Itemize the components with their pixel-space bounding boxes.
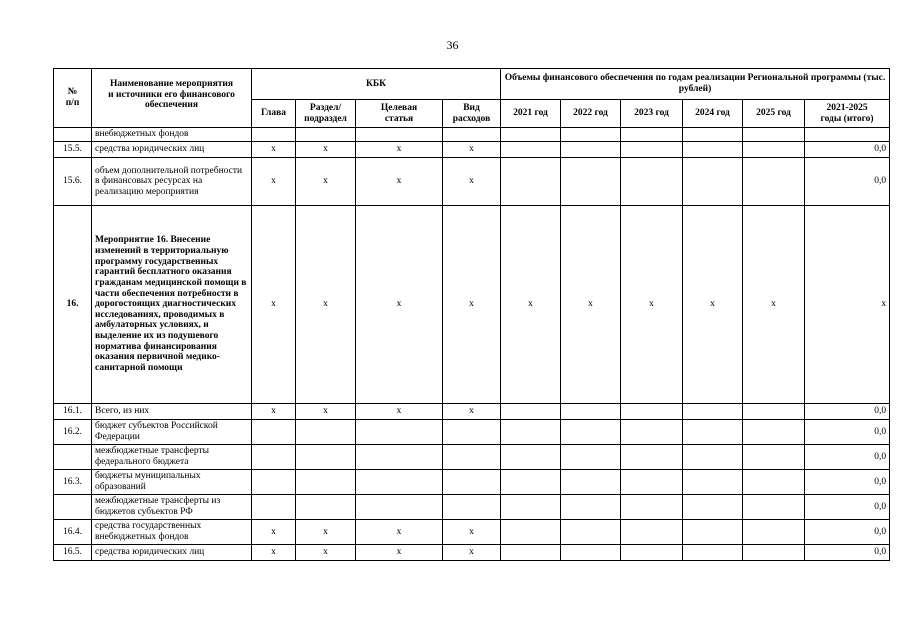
cell-vid <box>443 495 501 520</box>
cell-y2025: х <box>743 206 805 404</box>
cell-y2023 <box>621 404 683 420</box>
table-row <box>54 128 890 142</box>
cell-celevaya <box>356 420 443 445</box>
cell-num: 15.5. <box>54 142 92 158</box>
cell-razdel <box>296 495 356 520</box>
cell-razdel: х <box>296 545 356 561</box>
header-2023: 2023 год <box>621 100 683 128</box>
cell-y2024 <box>683 470 743 495</box>
table-row <box>54 445 890 470</box>
cell-glava <box>252 420 296 445</box>
cell-celevaya <box>356 445 443 470</box>
cell-glava <box>252 128 296 142</box>
cell-y2022 <box>561 158 621 206</box>
cell-name: Всего, из них <box>92 404 252 420</box>
cell-y2025 <box>743 142 805 158</box>
cell-celevaya: х <box>356 404 443 420</box>
cell-vid: х <box>443 158 501 206</box>
cell-y2022: х <box>561 206 621 404</box>
cell-total: 0,0 <box>805 420 890 445</box>
cell-name: средства юридических лиц <box>92 545 252 561</box>
cell-total: 0,0 <box>805 445 890 470</box>
cell-name: межбюджетные трансферты федерального бюджета <box>92 445 252 470</box>
header-celevaya: Целевая статья <box>356 100 443 128</box>
table-row <box>54 404 890 420</box>
header-2022: 2022 год <box>561 100 621 128</box>
table-row <box>54 520 890 545</box>
cell-celevaya: х <box>356 142 443 158</box>
cell-celevaya: х <box>356 206 443 404</box>
cell-num: 16.5. <box>54 545 92 561</box>
cell-y2022 <box>561 545 621 561</box>
header-total: 2021-2025 годы (итого) <box>805 100 890 128</box>
cell-y2021 <box>501 470 561 495</box>
cell-y2022 <box>561 495 621 520</box>
cell-total: 0,0 <box>805 404 890 420</box>
cell-y2024 <box>683 158 743 206</box>
cell-y2024: х <box>683 206 743 404</box>
cell-total: 0,0 <box>805 158 890 206</box>
cell-razdel: х <box>296 206 356 404</box>
header-razdel: Раздел/ подраздел <box>296 100 356 128</box>
cell-y2025 <box>743 470 805 495</box>
cell-y2022 <box>561 128 621 142</box>
cell-y2025 <box>743 128 805 142</box>
cell-name: Мероприятие 16. Внесение изменений в территориальную программу государственных гарантий бесплатного оказания гражданам медицинской помощи в части обеспечения потребности в дорогостоящих диагностических исследованиях, проводимых в амбулаторных условиях, и выделение их из подушевого норматива финансирования оказания первичной медико-санитарной помощи <box>92 206 252 404</box>
cell-name: бюджеты муниципальных образований <box>92 470 252 495</box>
cell-name: средства государственных внебюджетных фондов <box>92 520 252 545</box>
cell-name: средства юридических лиц <box>92 142 252 158</box>
cell-num <box>54 495 92 520</box>
header-num: № п/п <box>54 69 92 128</box>
cell-num <box>54 445 92 470</box>
cell-num <box>54 128 92 142</box>
cell-y2021 <box>501 495 561 520</box>
cell-y2022 <box>561 404 621 420</box>
table-row <box>54 470 890 495</box>
cell-razdel <box>296 420 356 445</box>
cell-glava: х <box>252 404 296 420</box>
cell-y2022 <box>561 445 621 470</box>
cell-vid: х <box>443 545 501 561</box>
cell-vid: х <box>443 520 501 545</box>
cell-y2024 <box>683 420 743 445</box>
header-2025: 2025 год <box>743 100 805 128</box>
cell-y2022 <box>561 470 621 495</box>
cell-vid <box>443 445 501 470</box>
cell-y2023 <box>621 420 683 445</box>
cell-y2021: х <box>501 206 561 404</box>
cell-y2025 <box>743 404 805 420</box>
cell-celevaya: х <box>356 158 443 206</box>
cell-razdel: х <box>296 404 356 420</box>
cell-y2025 <box>743 445 805 470</box>
cell-vid: х <box>443 142 501 158</box>
cell-razdel: х <box>296 158 356 206</box>
cell-y2023: х <box>621 206 683 404</box>
cell-total: 0,0 <box>805 142 890 158</box>
cell-name: объем дополнительной потребности в финансовых ресурсах на реализацию мероприятия <box>92 158 252 206</box>
cell-y2024 <box>683 495 743 520</box>
cell-y2021 <box>501 142 561 158</box>
cell-y2023 <box>621 520 683 545</box>
cell-y2024 <box>683 142 743 158</box>
cell-glava <box>252 470 296 495</box>
cell-vid <box>443 128 501 142</box>
cell-y2022 <box>561 420 621 445</box>
funding-table <box>53 68 890 561</box>
cell-num: 16.3. <box>54 470 92 495</box>
cell-y2023 <box>621 445 683 470</box>
cell-y2021 <box>501 445 561 470</box>
cell-y2024 <box>683 404 743 420</box>
cell-y2025 <box>743 495 805 520</box>
cell-y2023 <box>621 158 683 206</box>
page-number: 36 <box>446 38 459 52</box>
cell-celevaya: х <box>356 545 443 561</box>
cell-y2023 <box>621 142 683 158</box>
cell-glava: х <box>252 158 296 206</box>
cell-razdel: х <box>296 520 356 545</box>
cell-y2024 <box>683 520 743 545</box>
cell-y2025 <box>743 520 805 545</box>
cell-glava <box>252 445 296 470</box>
header-glava: Глава <box>252 100 296 128</box>
cell-celevaya <box>356 495 443 520</box>
cell-vid <box>443 470 501 495</box>
cell-y2023 <box>621 495 683 520</box>
cell-y2024 <box>683 128 743 142</box>
header-vid: Вид расходов <box>443 100 501 128</box>
cell-y2021 <box>501 404 561 420</box>
cell-y2021 <box>501 128 561 142</box>
cell-total: 0,0 <box>805 495 890 520</box>
table-row <box>54 206 890 404</box>
header-2024: 2024 год <box>683 100 743 128</box>
cell-celevaya <box>356 470 443 495</box>
cell-glava: х <box>252 545 296 561</box>
cell-vid: х <box>443 404 501 420</box>
cell-y2021 <box>501 158 561 206</box>
cell-y2025 <box>743 420 805 445</box>
cell-name: бюджет субъектов Российской Федерации <box>92 420 252 445</box>
table-row <box>54 158 890 206</box>
cell-total <box>805 128 890 142</box>
cell-num: 16. <box>54 206 92 404</box>
cell-y2021 <box>501 420 561 445</box>
table-row <box>54 142 890 158</box>
cell-celevaya: х <box>356 520 443 545</box>
header-funding: Объемы финансового обеспечения по годам реализации Региональной программы (тыс. рублей) <box>501 69 890 100</box>
cell-num: 16.1. <box>54 404 92 420</box>
header-kbk: КБК <box>252 69 501 100</box>
cell-razdel <box>296 470 356 495</box>
cell-total: 0,0 <box>805 520 890 545</box>
cell-y2024 <box>683 445 743 470</box>
cell-num: 16.2. <box>54 420 92 445</box>
cell-num: 16.4. <box>54 520 92 545</box>
cell-y2023 <box>621 470 683 495</box>
cell-vid <box>443 420 501 445</box>
table-row <box>54 495 890 520</box>
cell-celevaya <box>356 128 443 142</box>
cell-y2021 <box>501 520 561 545</box>
cell-name: внебюджетных фондов <box>92 128 252 142</box>
cell-y2024 <box>683 545 743 561</box>
header-name: Наименование мероприятия и источники его финансового обеспечения <box>92 69 252 128</box>
cell-y2023 <box>621 545 683 561</box>
cell-name: межбюджетные трансферты из бюджетов субъектов РФ <box>92 495 252 520</box>
cell-y2025 <box>743 545 805 561</box>
cell-glava: х <box>252 206 296 404</box>
cell-total: 0,0 <box>805 545 890 561</box>
cell-glava: х <box>252 142 296 158</box>
table-row <box>54 420 890 445</box>
cell-y2022 <box>561 520 621 545</box>
cell-y2023 <box>621 128 683 142</box>
cell-vid: х <box>443 206 501 404</box>
cell-y2022 <box>561 142 621 158</box>
cell-total: 0,0 <box>805 470 890 495</box>
cell-num: 15.6. <box>54 158 92 206</box>
header-2021: 2021 год <box>501 100 561 128</box>
cell-glava <box>252 495 296 520</box>
cell-glava: х <box>252 520 296 545</box>
cell-total: х <box>805 206 890 404</box>
cell-razdel <box>296 445 356 470</box>
cell-y2025 <box>743 158 805 206</box>
cell-y2021 <box>501 545 561 561</box>
cell-razdel <box>296 128 356 142</box>
table-row <box>54 545 890 561</box>
cell-razdel: х <box>296 142 356 158</box>
